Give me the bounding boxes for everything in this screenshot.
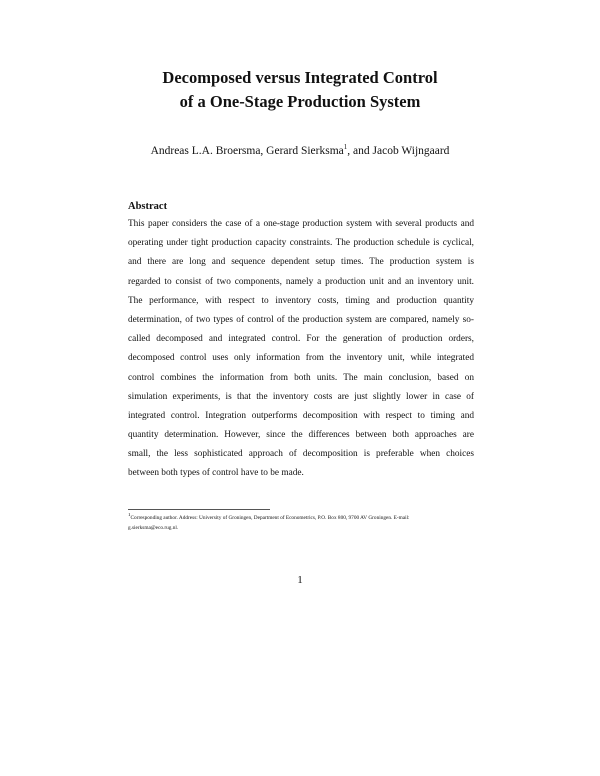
title-line-2: of a One-Stage Production System [179,92,421,111]
abstract-line: called decomposed and integrated control. For the generation of production orders, [128,334,474,345]
abstract-line: This paper considers the case of a one-stage production system with several products and [128,219,474,229]
authors-text-2: , and Jacob Wijngaard [347,145,450,157]
abstract-line: regarded to consist of two components, namely a production unit and an inventory unit. [128,276,474,287]
authors-text-1: Andreas L.A. Broersma, Gerard Sierksma [150,145,344,157]
abstract-line: between both types of control have to be made. [128,468,304,479]
author-footnote-mark: 1 [343,143,348,151]
abstract-line: determination, of two types of control of the production system are compared, namely so- [128,314,474,325]
footnote [128,513,474,533]
abstract-body [128,215,474,484]
abstract-line: and there are long and sequence dependent setup times. The production system is [128,257,474,268]
abstract-line: control combines the information from both units. The main conclusion, based on [128,372,474,383]
title-line-1: Decomposed versus Integrated Control [162,68,438,87]
paper-title [0,66,600,114]
footnote-line-2: g.sierksma@eco.rug.nl. [128,525,179,531]
footnote-mark: 1 [128,513,131,518]
abstract-heading: Abstract [128,201,168,212]
abstract-line: decomposed control uses only information from the inventory unit, while integrated [128,353,474,364]
abstract-line: integrated control. Integration outperforms decomposition with respect to timing and [128,410,474,421]
abstract-line: operating under tight production capacity constraints. The production schedule is cyclical, [128,238,474,249]
abstract-line: quantity determination. However, since the differences between both approaches are [128,430,474,441]
footnote-line-1 [128,513,474,523]
abstract-line: simulation experiments, is that the inventory costs are just slightly lower in case of [128,391,474,402]
footnote-text-1: Corresponding author. Address: University of Groningen, Department of Econometrics, P.O. Box 800, 9700 AV Groningen. E-mail: [130,515,410,521]
abstract-line: The performance, with respect to inventory costs, timing and production quantity [128,295,474,306]
footnote-divider [128,509,270,510]
page-number: 1 [297,574,303,586]
abstract-line: small, the less sophisticated approach of decomposition is preferable when choices [128,449,474,460]
author-list [0,144,600,158]
